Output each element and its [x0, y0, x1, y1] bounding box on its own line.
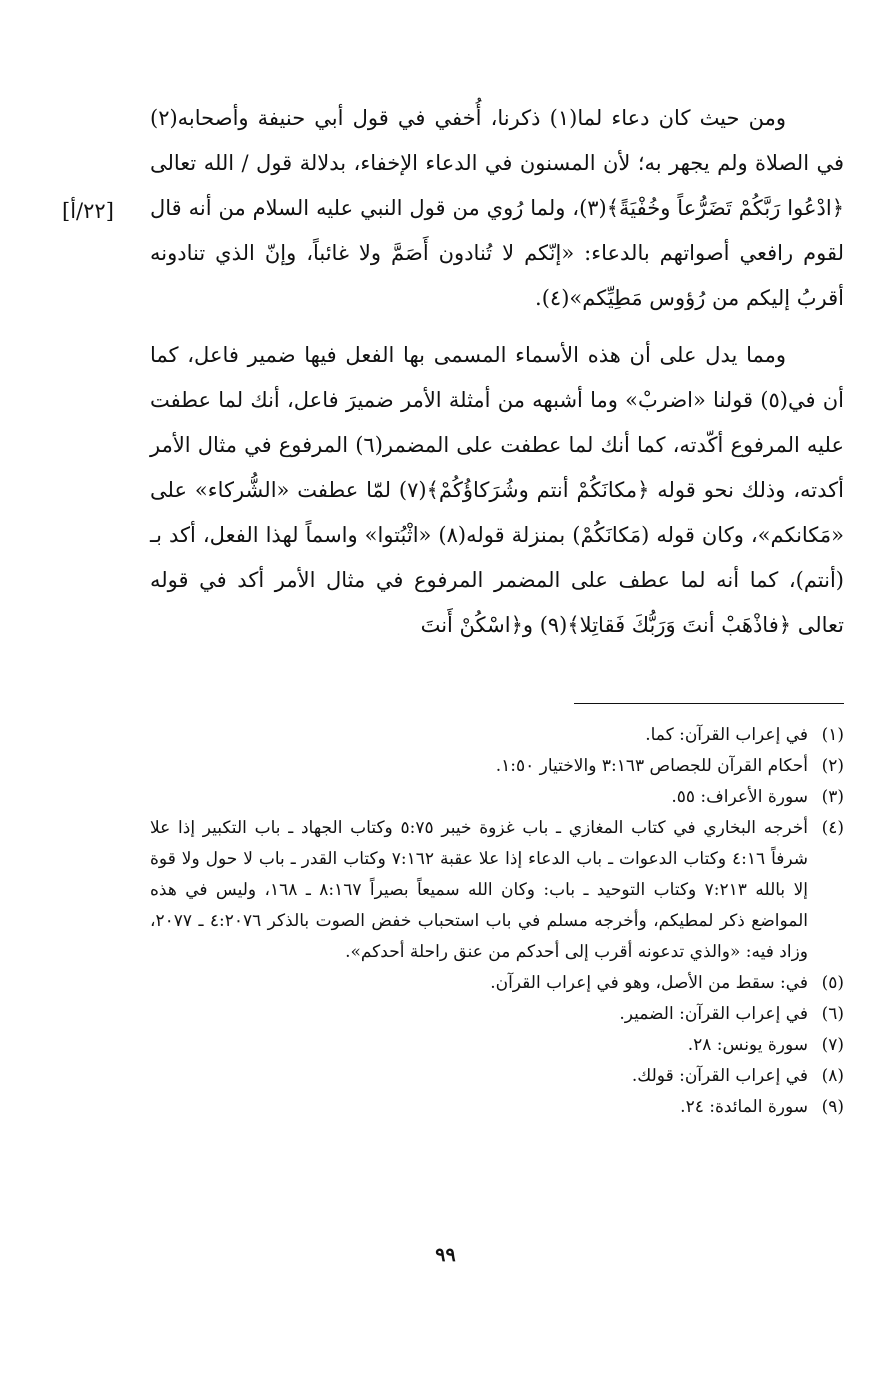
footnote-text: أخرجه البخاري في كتاب المغازي ـ باب غزوة خيبر ٥:٧٥ وكتاب الجهاد ـ باب التكبير إذا علا شرفاً ٤:١٦ وكتاب الدعوات ـ باب الدعاء إذا علا عقبة ٧:١٦٢ وكتاب القدر ـ باب لا حول ولا قوة إلا بالله ٧:٢١٣ وكتاب التوحيد ـ باب: وكان الله سميعاً بصيراً ٨:١٦٧ ـ ١٦٨، وليس في هذه المواضع ذكر لمطيكم، وأخرجه مسلم في باب استحباب خفض الصوت بالذكر ٤:٢٠٧٦ ـ ٢٠٧٧، وزاد فيه: «والذي تدعونه أقرب إلى أحدكم من عنق راحلة أحدكم». [150, 818, 809, 962]
footnote-number: (٧) [821, 1035, 844, 1055]
footnote-text: سورة الأعراف: ٥٥. [671, 787, 808, 807]
paragraph-1: ومن حيث كان دعاء لما(١) ذكرنا، أُخفي في قول أبي حنيفة وأصحابه(٢) في الصلاة ولم يجهر به؛ لأن المسنون في الدعاء الإخفاء، بدلالة قول / الله تعالى ﴿ادْعُوا رَبَّكُمْ تَضَرُّعاً وخُفْيَةً﴾(٣)، ولما رُوي من قول النبي عليه السلام من أنه قال لقوم رافعي أصواتهم بالدعاء: «إنّكم لا تُنادون أَصَمَّ ولا غائباً، وإنّ الذي تنادونه أقربُ إليكم من رُؤوس مَطِيِّكم»(٤). [150, 106, 844, 310]
footnotes [150, 720, 844, 1123]
footnote-5 [150, 968, 844, 999]
footnote-6 [150, 999, 844, 1030]
footnote-text: في إعراب القرآن: كما. [645, 725, 808, 745]
paragraph-2: ومما يدل على أن هذه الأسماء المسمى بها الفعل فيها ضمير فاعل، كما أن في(٥) قولنا «اضربْ» وما أشبهه من أمثلة الأمر ضميرَ فاعل، أنك لما عطفت عليه المرفوع أكّدته، كما أنك لما عطفت على المضمر(٦) المرفوع في مثال الأمر أكدته، وذلك نحو قوله ﴿مكانَكُمْ أنتم وشُرَكاؤُكُمْ﴾(٧) لمّا عطفت «الشُّركاء» على «مَكانكم»، وكان قوله (مَكانَكُمْ) بمنزلة قوله(٨) «اثْبُتوا» واسماً لهذا الفعل، أكد بـ (أنتم)، كما أنه لما عطف على المضمر المرفوع في مثال الأمر أكد في قوله تعالى ﴿فاذْهَبْ أنتَ وَرَبُّكَ فَقاتِلا﴾(٩) و﴿اسْكُنْ أَنتَ [150, 343, 845, 637]
footnote-text: في: سقط من الأصل، وهو في إعراب القرآن. [490, 973, 808, 993]
footnote-9 [150, 1092, 844, 1123]
footnote-number: (١) [821, 725, 844, 745]
footnote-3 [150, 782, 844, 813]
footnote-number: (٥) [821, 973, 844, 993]
footnote-text: في إعراب القرآن: قولك. [631, 1066, 808, 1086]
page-number: ٩٩ [435, 1244, 456, 1266]
footnote-7 [150, 1030, 844, 1061]
footnote-number: (٤) [821, 818, 844, 838]
footnote-1 [150, 720, 844, 751]
footnote-number: (٨) [821, 1066, 844, 1086]
footnote-number: (٣) [821, 787, 844, 807]
footnote-number: (٩) [821, 1097, 844, 1117]
footnote-number: (٦) [821, 1004, 844, 1024]
footnote-number: (٢) [821, 756, 844, 776]
footnote-8 [150, 1061, 844, 1092]
footnote-text: سورة يونس: ٢٨. [687, 1035, 808, 1055]
footnote-4 [150, 813, 844, 968]
main-text [150, 96, 844, 648]
footnote-text: في إعراب القرآن: الضمير. [619, 1004, 808, 1024]
footnote-separator [574, 703, 844, 704]
footnote-text: سورة المائدة: ٢٤. [680, 1097, 808, 1117]
footnote-2 [150, 751, 844, 782]
manuscript-folio-marker: [٢٢/أ] [62, 199, 114, 223]
footnote-text: أحكام القرآن للجصاص ٣:١٦٣ والاختيار ١:٥٠. [495, 756, 808, 776]
